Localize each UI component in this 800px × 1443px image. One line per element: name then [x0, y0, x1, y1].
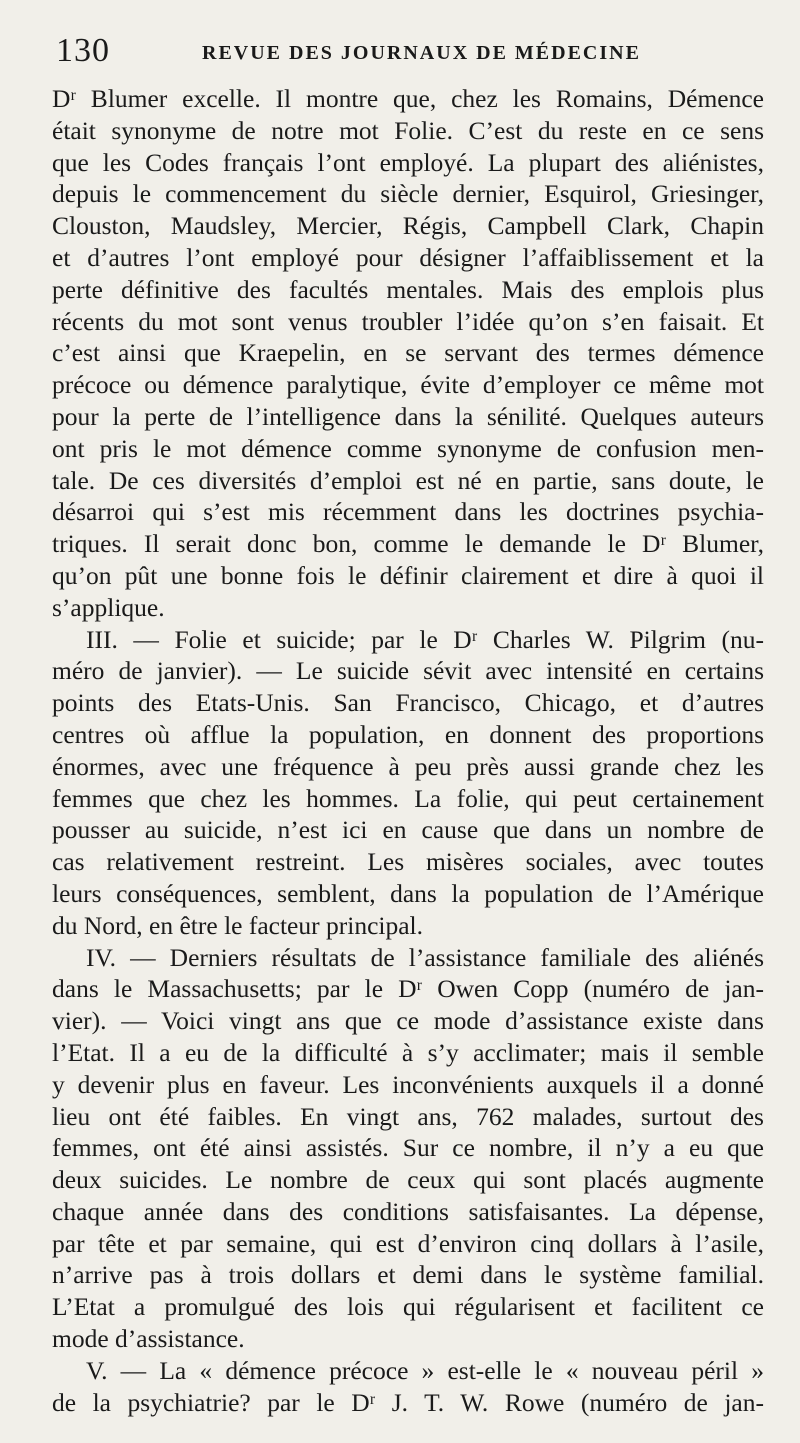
text-line: pousser au suicide, n’est ici en cause que dans un nombre de	[52, 815, 764, 845]
text-line: désarroi qui s’est mis récemment dans les doctrines psychia-	[52, 497, 764, 527]
text-line: V. — La « démence précoce » est-elle le « nouveau péril »	[86, 1355, 764, 1385]
text-line: points des Etats-Unis. San Francisco, Chicago, et d’autres	[52, 688, 764, 718]
text-line: cas relativement restreint. Les misères sociales, avec toutes	[52, 847, 764, 877]
text-line: III. — Folie et suicide; par le Dʳ Charles W. Pilgrim (nu-	[86, 624, 764, 654]
text-line: c’est ainsi que Kraepelin, en se servant des termes démence	[52, 338, 764, 368]
text-line: et d’autres l’ont employé pour désigner l’affaiblissement et la	[52, 242, 764, 272]
text-line: leurs conséquences, semblent, dans la population de l’Amérique	[52, 878, 764, 908]
text-line: Dʳ Blumer excelle. Il montre que, chez les Romains, Démence	[52, 84, 764, 113]
text-line: méro de janvier). — Le suicide sévit avec intensité en certains	[52, 656, 764, 686]
text-line: femmes, ont été ainsi assistés. Sur ce nombre, il n’y a eu que	[52, 1133, 764, 1163]
text-line: par tête et par semaine, qui est d’environ cinq dollars à l’asile,	[52, 1228, 764, 1258]
text-line: mode d’assistance.	[52, 1324, 245, 1354]
text-line: tale. De ces diversités d’emploi est né en partie, sans doute, le	[52, 465, 764, 495]
text-line: IV. — Derniers résultats de l’assistance familiale des aliénés	[86, 942, 764, 972]
text-line: dans le Massachusetts; par le Dʳ Owen Copp (numéro de jan-	[52, 974, 764, 1004]
text-line: femmes que chez les hommes. La folie, qui peut certainement	[52, 783, 764, 813]
text-line: de la psychiatrie? par le Dʳ J. T. W. Rowe (numéro de jan-	[52, 1387, 764, 1417]
page-number: 130	[56, 32, 110, 69]
running-title: REVUE DES JOURNAUX DE MÉDECINE	[202, 42, 641, 64]
text-line: n’arrive pas à trois dollars et demi dans le système familial.	[52, 1260, 764, 1290]
text-line: qu’on pût une bonne fois le définir clairement et dire à quoi il	[52, 560, 764, 590]
text-line: lieu ont été faibles. En vingt ans, 762 malades, surtout des	[52, 1101, 764, 1131]
text-line: récents du mot sont venus troubler l’idée qu’on s’en faisait. Et	[52, 306, 764, 336]
text-line: chaque année dans des conditions satisfaisantes. La dépense,	[52, 1196, 764, 1226]
text-line: y devenir plus en faveur. Les inconvénients auxquels il a donné	[52, 1069, 764, 1099]
text-line: du Nord, en être le facteur principal.	[52, 910, 423, 940]
body-text	[52, 83, 764, 1418]
text-line: que les Codes français l’ont employé. La plupart des aliénistes,	[52, 147, 764, 177]
text-line: L’Etat a promulgué des lois qui régularisent et facilitent ce	[52, 1292, 764, 1322]
text-line: deux suicides. Le nombre de ceux qui sont placés augmente	[52, 1165, 764, 1195]
text-line: Clouston, Maudsley, Mercier, Régis, Campbell Clark, Chapin	[52, 211, 764, 241]
text-line: énormes, avec une fréquence à peu près aussi grande chez les	[52, 751, 764, 781]
text-line: s’applique.	[52, 592, 165, 622]
text-line: depuis le commencement du siècle dernier, Esquirol, Griesinger,	[52, 179, 764, 209]
text-line: perte définitive des facultés mentales. Mais des emplois plus	[52, 274, 764, 304]
text-line: précoce ou démence paralytique, évite d’employer ce même mot	[52, 370, 764, 400]
page-header	[56, 26, 746, 76]
text-line: l’Etat. Il a eu de la difficulté à s’y acclimater; mais il semble	[52, 1037, 764, 1067]
text-line: était synonyme de notre mot Folie. C’est du reste en ce sens	[52, 115, 764, 145]
text-line: ont pris le mot démence comme synonyme de confusion men-	[52, 433, 764, 463]
text-line: vier). — Voici vingt ans que ce mode d’assistance existe dans	[52, 1006, 764, 1036]
text-line: triques. Il serait donc bon, comme le demande le Dʳ Blumer,	[52, 529, 764, 559]
text-line: centres où afflue la population, en donnent des proportions	[52, 719, 764, 749]
text-line: pour la perte de l’intelligence dans la sénilité. Quelques auteurs	[52, 401, 764, 431]
